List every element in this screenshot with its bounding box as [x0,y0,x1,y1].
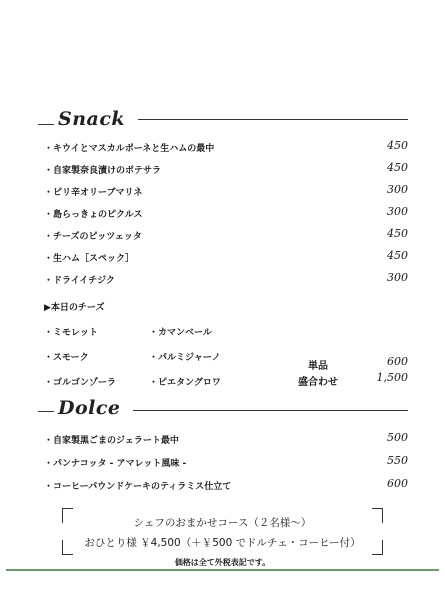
snack-item-name: ・島らっきょのピクルス [44,210,143,220]
snack-item-price: 450 [387,249,408,262]
dolce-item-price: 600 [387,477,408,490]
snack-item-price: 450 [387,139,408,152]
dolce-item-name: ・コーヒーパウンドケーキのティラミス仕立て [44,482,232,492]
cheese-item: ・ミモレット [44,328,98,338]
course-line-1: シェフのおまかせコース（２名様〜） [133,517,312,529]
snack-item-price: 450 [387,227,408,240]
snack-item-price: 300 [387,271,408,284]
cheese-heading: ▶本日のチーズ [44,303,105,313]
dolce-title-dash [38,411,54,412]
cheese-item: ・スモーク [44,353,89,363]
dolce-item-price: 550 [387,454,408,467]
cheese-platter-price: 1,500 [376,371,408,384]
dolce-item-price: 500 [387,431,408,444]
tax-note: 価格は全て外税表記です。 [174,558,271,567]
cheese-item: ・ゴルゴンゾーラ [44,378,117,388]
course-line-2: おひとり様 ￥4,500（＋￥500 でドルチェ・コーヒー付） [84,537,361,549]
cheese-item: ・カマンベール [149,328,212,338]
snack-section-title: Snack [58,108,126,130]
dolce-item-name: ・パンナコッタ - アマレット風味 - [44,459,187,469]
cheese-item: ・パルミジャーノ [149,353,221,363]
snack-title-dash [38,124,54,125]
cheese-single-price: 600 [387,355,408,368]
dolce-item-name: ・自家製黒ごまのジェラート最中 [44,436,179,446]
snack-item-name: ・生ハム［スペック］ [44,254,135,264]
dolce-title-rule [133,410,408,411]
snack-item-price: 300 [387,183,408,196]
cheese-platter-label: 盛合わせ [298,377,338,388]
snack-item-price: 450 [387,161,408,174]
snack-item-name: ・ピリ辛オリーブマリネ [44,188,143,198]
dolce-section-title: Dolce [58,397,121,419]
snack-item-price: 300 [387,205,408,218]
snack-item-name: ・自家製奈良漬けのポテサラ [44,166,162,176]
snack-title-rule [138,119,408,120]
snack-item-name: ・チーズのピッツェッタ [44,232,142,242]
snack-item-name: ・ドライイチジク [44,276,115,286]
snack-item-name: ・キウイとマスカルポーネと生ハムの最中 [44,144,215,154]
cheese-item: ・ピエタングロワ [149,378,221,388]
cheese-single-label: 単品 [308,361,328,372]
footer-divider [6,569,439,571]
